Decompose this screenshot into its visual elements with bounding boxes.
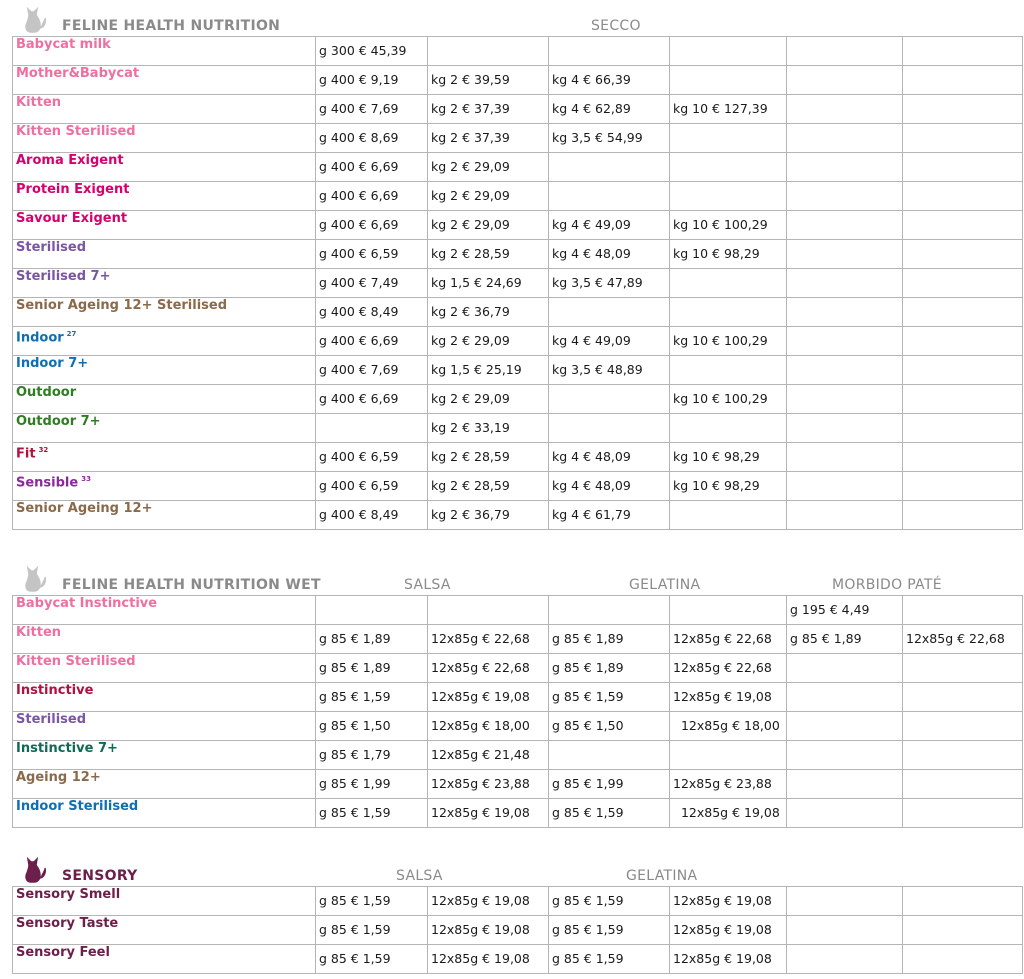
price-cell: g 400 € 8,49 — [316, 501, 428, 530]
product-name-cell — [13, 799, 316, 828]
price-cell — [903, 356, 1023, 385]
price-cell: g 85 € 1,50 — [549, 712, 670, 741]
price-cell — [903, 95, 1023, 124]
product-name: Kitten Sterilised — [16, 654, 136, 669]
price-cell — [549, 741, 670, 770]
table-row — [13, 182, 1023, 211]
product-name-cell — [13, 298, 316, 327]
product-name: Outdoor 7+ — [16, 414, 101, 429]
price-cell — [316, 414, 428, 443]
price-table — [12, 886, 1023, 974]
table-row — [13, 124, 1023, 153]
price-cell: 12x85g € 22,68 — [428, 654, 549, 683]
price-cell: 12x85g € 22,68 — [670, 654, 787, 683]
section-header — [12, 561, 1023, 595]
price-cell — [549, 37, 670, 66]
price-cell: 12x85g € 23,88 — [428, 770, 549, 799]
table-row — [13, 95, 1023, 124]
price-cell — [903, 654, 1023, 683]
price-cell: g 85 € 1,59 — [549, 887, 670, 916]
price-cell: 12x85g € 22,68 — [670, 625, 787, 654]
price-cell: kg 2 € 37,39 — [428, 95, 549, 124]
price-cell: kg 1,5 € 25,19 — [428, 356, 549, 385]
price-cell: 12x85g € 18,00 — [670, 712, 787, 741]
table-row — [13, 683, 1023, 712]
price-cell: g 85 € 1,99 — [549, 770, 670, 799]
table-row — [13, 887, 1023, 916]
price-cell: g 85 € 1,89 — [787, 625, 903, 654]
product-name: Sensory Feel — [16, 945, 110, 960]
price-cell — [787, 414, 903, 443]
price-cell: kg 2 € 36,79 — [428, 298, 549, 327]
price-cell: kg 2 € 36,79 — [428, 501, 549, 530]
price-cell: g 400 € 6,69 — [316, 211, 428, 240]
price-cell: g 85 € 1,59 — [549, 799, 670, 828]
price-cell: kg 2 € 37,39 — [428, 124, 549, 153]
price-cell — [549, 596, 670, 625]
price-cell: g 85 € 1,59 — [549, 945, 670, 974]
price-cell — [903, 37, 1023, 66]
price-cell — [670, 298, 787, 327]
product-name-cell — [13, 153, 316, 182]
price-cell: kg 10 € 98,29 — [670, 443, 787, 472]
product-name: Instinctive — [16, 683, 94, 698]
product-name: Indoor 7+ — [16, 356, 89, 371]
table-row — [13, 327, 1023, 356]
price-cell — [903, 269, 1023, 298]
table-row — [13, 443, 1023, 472]
product-name: Babycat Instinctive — [16, 596, 158, 611]
section-title: FELINE HEALTH NUTRITION WET — [62, 577, 321, 593]
price-cell — [787, 269, 903, 298]
product-name-cell — [13, 945, 316, 974]
price-cell — [903, 596, 1023, 625]
price-cell — [903, 712, 1023, 741]
price-cell: kg 10 € 98,29 — [670, 472, 787, 501]
price-cell — [787, 385, 903, 414]
price-cell — [787, 66, 903, 95]
table-row — [13, 385, 1023, 414]
price-cell — [787, 799, 903, 828]
product-name: Sterilised 7+ — [16, 269, 111, 284]
price-cell: 12x85g € 19,08 — [428, 887, 549, 916]
price-cell — [787, 95, 903, 124]
price-cell: g 400 € 8,69 — [316, 124, 428, 153]
price-cell: kg 2 € 33,19 — [428, 414, 549, 443]
price-cell — [903, 443, 1023, 472]
column-head-morbido-pate: MORBIDO PATÉ — [832, 577, 942, 593]
price-cell: g 400 € 6,59 — [316, 240, 428, 269]
price-cell: g 85 € 1,59 — [549, 683, 670, 712]
price-cell: kg 10 € 100,29 — [670, 385, 787, 414]
price-cell — [787, 712, 903, 741]
price-cell: 12x85g € 19,08 — [670, 887, 787, 916]
price-cell: 12x85g € 19,08 — [670, 799, 787, 828]
section-sensory — [12, 852, 1023, 974]
price-cell: 12x85g € 23,88 — [670, 770, 787, 799]
section-feline-health-nutrition-wet — [12, 561, 1023, 828]
price-cell: kg 10 € 100,29 — [670, 327, 787, 356]
price-cell: kg 2 € 28,59 — [428, 472, 549, 501]
price-cell: kg 4 € 49,09 — [549, 211, 670, 240]
price-cell: kg 2 € 29,09 — [428, 327, 549, 356]
price-cell: 12x85g € 19,08 — [428, 799, 549, 828]
price-cell: g 85 € 1,50 — [316, 712, 428, 741]
price-cell: kg 4 € 61,79 — [549, 501, 670, 530]
price-cell: 12x85g € 22,68 — [903, 625, 1023, 654]
price-cell — [787, 916, 903, 945]
price-cell: kg 3,5 € 54,99 — [549, 124, 670, 153]
price-table — [12, 36, 1023, 530]
price-cell: g 195 € 4,49 — [787, 596, 903, 625]
price-cell: g 400 € 9,19 — [316, 66, 428, 95]
price-cell: g 400 € 6,69 — [316, 327, 428, 356]
price-cell: 12x85g € 18,00 — [428, 712, 549, 741]
price-cell — [670, 124, 787, 153]
price-cell — [670, 414, 787, 443]
price-cell — [787, 770, 903, 799]
price-cell: 12x85g € 19,08 — [670, 916, 787, 945]
table-row — [13, 916, 1023, 945]
price-cell: g 85 € 1,59 — [316, 683, 428, 712]
price-cell: g 400 € 8,49 — [316, 298, 428, 327]
product-name-cell — [13, 182, 316, 211]
price-cell — [787, 37, 903, 66]
price-cell — [670, 741, 787, 770]
price-cell: kg 4 € 48,09 — [549, 472, 670, 501]
product-name-cell — [13, 66, 316, 95]
table-row — [13, 625, 1023, 654]
price-cell — [670, 356, 787, 385]
price-cell: g 400 € 7,69 — [316, 356, 428, 385]
price-cell: 12x85g € 19,08 — [670, 683, 787, 712]
price-cell — [903, 683, 1023, 712]
price-cell: kg 2 € 29,09 — [428, 385, 549, 414]
product-name: Kitten — [16, 95, 62, 110]
product-name-cell — [13, 414, 316, 443]
footnote-marker: 32 — [38, 446, 49, 454]
table-row — [13, 799, 1023, 828]
table-row — [13, 153, 1023, 182]
product-name-cell — [13, 269, 316, 298]
product-name: Instinctive 7+ — [16, 741, 118, 756]
product-name: Indoor Sterilised — [16, 799, 139, 814]
price-cell — [903, 240, 1023, 269]
price-cell — [428, 37, 549, 66]
footnote-marker: 33 — [81, 475, 91, 483]
price-cell — [903, 211, 1023, 240]
price-cell: kg 1,5 € 24,69 — [428, 269, 549, 298]
column-head-gelatina: GELATINA — [626, 868, 698, 884]
price-cell: g 85 € 1,79 — [316, 741, 428, 770]
product-name-cell — [13, 625, 316, 654]
price-cell — [903, 887, 1023, 916]
product-name-cell — [13, 683, 316, 712]
price-cell: g 85 € 1,89 — [316, 654, 428, 683]
price-cell: g 85 € 1,59 — [316, 799, 428, 828]
table-row — [13, 654, 1023, 683]
price-cell: kg 4 € 62,89 — [549, 95, 670, 124]
product-name: Sterilised — [16, 240, 87, 255]
price-cell: g 85 € 1,89 — [316, 625, 428, 654]
product-name-cell — [13, 37, 316, 66]
product-name: Aroma Exigent — [16, 153, 124, 168]
table-row — [13, 472, 1023, 501]
price-cell: kg 10 € 127,39 — [670, 95, 787, 124]
product-name-cell — [13, 501, 316, 530]
table-row — [13, 211, 1023, 240]
price-cell — [903, 741, 1023, 770]
table-row — [13, 501, 1023, 530]
table-row — [13, 414, 1023, 443]
column-head-salsa: SALSA — [396, 868, 443, 884]
price-cell: g 85 € 1,59 — [316, 887, 428, 916]
price-table — [12, 595, 1023, 828]
table-row — [13, 945, 1023, 974]
product-name: Sensory Smell — [16, 887, 121, 902]
price-cell — [670, 501, 787, 530]
price-cell — [549, 153, 670, 182]
product-name-cell — [13, 327, 316, 356]
price-cell — [787, 683, 903, 712]
price-cell: g 400 € 6,69 — [316, 153, 428, 182]
price-cell: g 85 € 1,59 — [316, 916, 428, 945]
price-cell: g 300 € 45,39 — [316, 37, 428, 66]
product-name-cell — [13, 95, 316, 124]
price-cell: 12x85g € 21,48 — [428, 741, 549, 770]
price-cell: kg 2 € 28,59 — [428, 240, 549, 269]
price-cell: 12x85g € 19,08 — [428, 916, 549, 945]
table-row — [13, 596, 1023, 625]
price-cell — [670, 269, 787, 298]
price-cell — [670, 66, 787, 95]
product-name: Indoor — [16, 330, 64, 346]
table-row — [13, 298, 1023, 327]
price-cell — [670, 153, 787, 182]
price-cell — [903, 770, 1023, 799]
price-cell: kg 4 € 49,09 — [549, 327, 670, 356]
price-cell — [549, 182, 670, 211]
table-row — [13, 269, 1023, 298]
price-cell — [549, 385, 670, 414]
product-name-cell — [13, 443, 316, 472]
table-row — [13, 240, 1023, 269]
section-title: FELINE HEALTH NUTRITION — [62, 18, 281, 34]
price-cell — [787, 182, 903, 211]
cat-icon — [22, 1, 48, 33]
price-cell — [787, 356, 903, 385]
price-cell — [670, 37, 787, 66]
cat-icon — [22, 560, 48, 592]
product-name: Mother&Babycat — [16, 66, 140, 81]
price-cell — [787, 741, 903, 770]
product-name: Kitten — [16, 625, 62, 640]
price-cell — [428, 596, 549, 625]
table-row — [13, 356, 1023, 385]
price-cell: kg 2 € 28,59 — [428, 443, 549, 472]
price-cell — [903, 414, 1023, 443]
cat-icon — [22, 851, 48, 883]
price-cell: g 85 € 1,99 — [316, 770, 428, 799]
price-cell — [903, 327, 1023, 356]
table-row — [13, 741, 1023, 770]
column-head-gelatina: GELATINA — [629, 577, 701, 593]
price-cell — [903, 385, 1023, 414]
price-cell: g 400 € 6,59 — [316, 472, 428, 501]
product-name-cell — [13, 770, 316, 799]
price-cell: g 85 € 1,59 — [316, 945, 428, 974]
product-name: Outdoor — [16, 385, 77, 400]
price-cell: kg 10 € 98,29 — [670, 240, 787, 269]
price-cell — [787, 443, 903, 472]
price-cell: kg 3,5 € 48,89 — [549, 356, 670, 385]
product-name-cell — [13, 916, 316, 945]
price-cell: kg 10 € 100,29 — [670, 211, 787, 240]
table-row — [13, 66, 1023, 95]
price-cell — [316, 596, 428, 625]
price-cell — [903, 124, 1023, 153]
price-cell — [787, 124, 903, 153]
table-row — [13, 712, 1023, 741]
footnote-marker: 27 — [66, 330, 77, 338]
section-header — [12, 2, 1023, 36]
price-cell — [549, 414, 670, 443]
price-cell — [670, 596, 787, 625]
product-name: Sensory Taste — [16, 916, 119, 931]
price-cell: g 85 € 1,89 — [549, 625, 670, 654]
price-cell — [787, 298, 903, 327]
price-cell: 12x85g € 19,08 — [670, 945, 787, 974]
product-name: Senior Ageing 12+ Sterilised — [16, 298, 228, 313]
price-cell — [903, 472, 1023, 501]
price-cell — [787, 153, 903, 182]
price-cell — [670, 182, 787, 211]
price-cell — [903, 945, 1023, 974]
price-cell — [903, 799, 1023, 828]
price-cell: kg 2 € 39,59 — [428, 66, 549, 95]
table-row — [13, 37, 1023, 66]
product-name: Fit — [16, 446, 36, 462]
price-cell — [787, 240, 903, 269]
price-cell — [549, 298, 670, 327]
price-cell — [787, 945, 903, 974]
product-name: Kitten Sterilised — [16, 124, 136, 139]
product-name-cell — [13, 124, 316, 153]
price-cell: g 400 € 6,69 — [316, 182, 428, 211]
section-header — [12, 852, 1023, 886]
column-head-salsa: SALSA — [404, 577, 451, 593]
price-cell — [787, 887, 903, 916]
price-cell: kg 4 € 48,09 — [549, 443, 670, 472]
product-name: Sensible — [16, 475, 79, 491]
price-cell: 12x85g € 22,68 — [428, 625, 549, 654]
section-title: SENSORY — [62, 868, 138, 884]
price-cell: kg 2 € 29,09 — [428, 153, 549, 182]
price-cell: g 85 € 1,59 — [549, 916, 670, 945]
price-cell: g 400 € 7,49 — [316, 269, 428, 298]
price-cell — [903, 153, 1023, 182]
product-name: Senior Ageing 12+ — [16, 501, 153, 516]
product-name-cell — [13, 356, 316, 385]
price-cell — [787, 327, 903, 356]
price-cell — [903, 182, 1023, 211]
product-name-cell — [13, 712, 316, 741]
price-cell — [787, 211, 903, 240]
product-name-cell — [13, 654, 316, 683]
column-head-secco: SECCO — [591, 18, 641, 34]
product-name-cell — [13, 741, 316, 770]
product-name-cell — [13, 472, 316, 501]
price-cell — [787, 654, 903, 683]
product-name-cell — [13, 596, 316, 625]
price-cell: kg 2 € 29,09 — [428, 211, 549, 240]
product-name-cell — [13, 240, 316, 269]
price-cell — [787, 501, 903, 530]
price-cell: kg 3,5 € 47,89 — [549, 269, 670, 298]
table-row — [13, 770, 1023, 799]
price-cell: 12x85g € 19,08 — [428, 683, 549, 712]
product-name-cell — [13, 211, 316, 240]
price-cell: kg 2 € 29,09 — [428, 182, 549, 211]
product-name: Protein Exigent — [16, 182, 130, 197]
product-name: Ageing 12+ — [16, 770, 101, 785]
product-name-cell — [13, 385, 316, 414]
product-name: Savour Exigent — [16, 211, 128, 226]
price-cell — [903, 66, 1023, 95]
price-cell: kg 4 € 66,39 — [549, 66, 670, 95]
product-name-cell — [13, 887, 316, 916]
section-feline-health-nutrition — [12, 2, 1023, 530]
price-cell: g 400 € 6,59 — [316, 443, 428, 472]
price-cell — [787, 472, 903, 501]
price-cell — [903, 501, 1023, 530]
product-name: Babycat milk — [16, 37, 111, 52]
product-name: Sterilised — [16, 712, 87, 727]
price-cell: kg 4 € 48,09 — [549, 240, 670, 269]
price-cell: g 400 € 6,69 — [316, 385, 428, 414]
price-cell — [903, 916, 1023, 945]
price-cell: g 400 € 7,69 — [316, 95, 428, 124]
price-cell — [903, 298, 1023, 327]
price-cell: g 85 € 1,89 — [549, 654, 670, 683]
price-cell: 12x85g € 19,08 — [428, 945, 549, 974]
